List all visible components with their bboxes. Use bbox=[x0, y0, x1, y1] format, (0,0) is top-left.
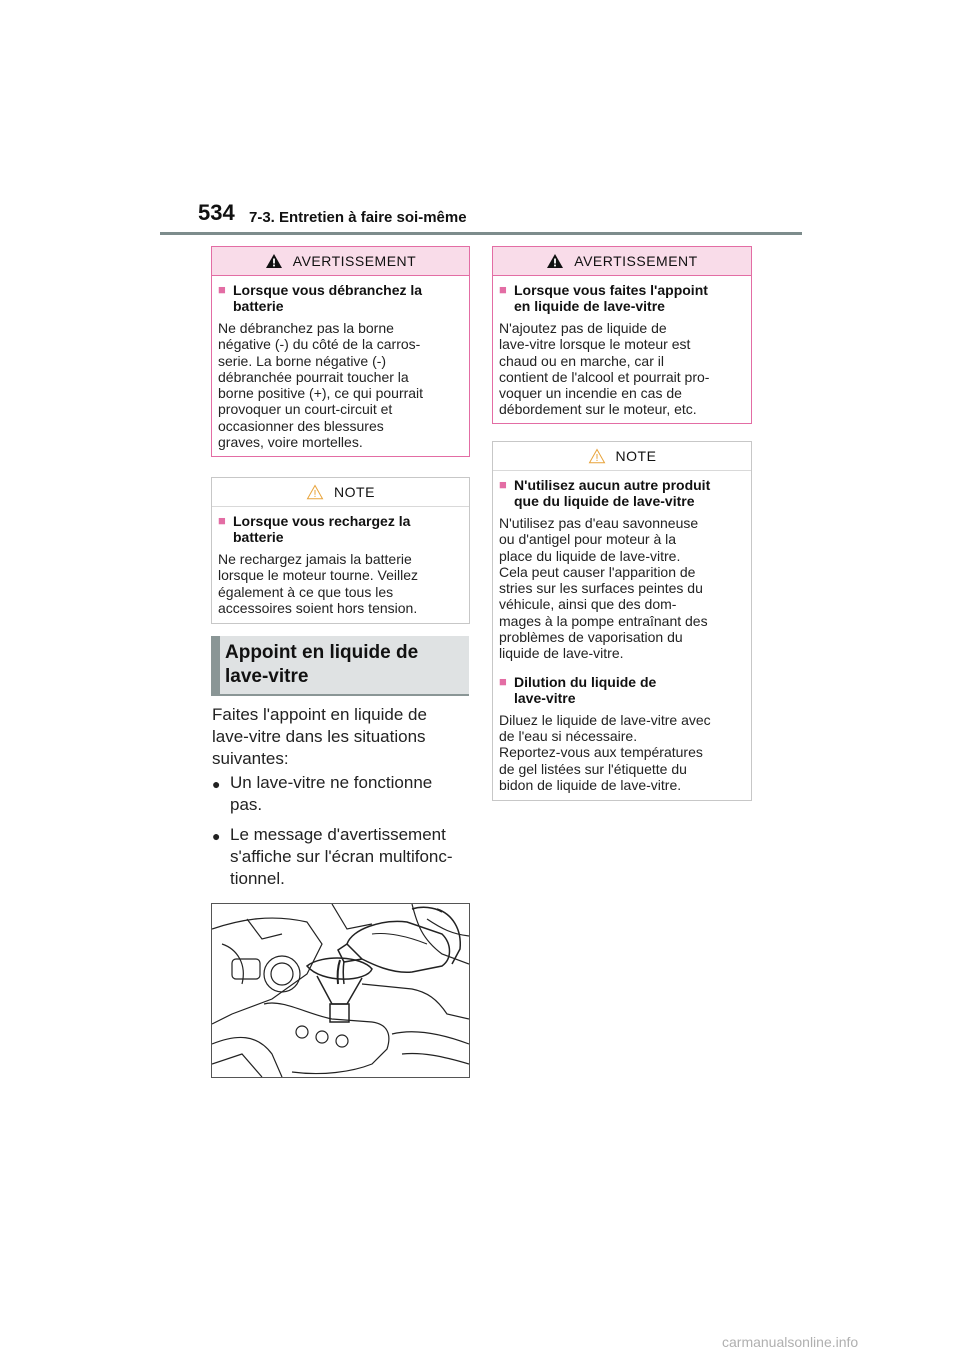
section-heading-title: Appoint en liquide de lave-vitre bbox=[225, 642, 419, 687]
header-rule bbox=[160, 232, 802, 235]
note-text: Diluez le liquide de lave-vitre avec de l'eau si nécessaire. Reportez-vous aux températures de gel listées sur l'étiquette du bidon de liquide de lave-vitre. bbox=[499, 711, 711, 793]
footer-watermark: carmanualsonline.info bbox=[722, 1334, 859, 1350]
square-bullet-icon: ■ bbox=[499, 477, 507, 492]
note-title: ■ N'utilisez aucun autre produit que du liquide de lave-vitre bbox=[499, 477, 711, 509]
warning-box-header bbox=[493, 247, 751, 276]
bullet-dot-icon: ● bbox=[212, 828, 221, 844]
warning-triangle-icon bbox=[265, 253, 283, 269]
caution-triangle-outline-icon bbox=[588, 448, 606, 464]
list-item: ● Le message d'avertissement s'affiche sur l'écran multifonc- tionnel. bbox=[212, 825, 453, 888]
square-bullet-icon: ■ bbox=[499, 282, 507, 297]
note-title: ■ Lorsque vous rechargez la batterie bbox=[218, 513, 411, 545]
situation-list bbox=[212, 772, 472, 898]
note-box-washer-fluid bbox=[492, 441, 752, 801]
engine-bay-drawing bbox=[212, 904, 469, 1077]
warning-title: ■ Lorsque vous faites l'appoint en liquide de lave-vitre bbox=[499, 282, 708, 314]
intro-paragraph: Faites l'appoint en liquide de lave-vitre dans les situations suivantes: bbox=[212, 705, 427, 768]
square-bullet-icon: ■ bbox=[218, 282, 226, 297]
caution-triangle-outline-icon bbox=[306, 484, 324, 500]
note-label: NOTE bbox=[615, 448, 657, 464]
warning-box-battery bbox=[211, 246, 470, 457]
warning-title: ■ Lorsque vous débranchez la batterie bbox=[218, 282, 423, 314]
warning-label: AVERTISSEMENT bbox=[574, 253, 698, 269]
note-box-header bbox=[212, 478, 469, 507]
note-title: ■ Dilution du liquide de lave-vitre bbox=[499, 673, 657, 706]
list-item: ● Un lave-vitre ne fonctionne pas. bbox=[212, 773, 433, 814]
note-box-header bbox=[493, 442, 751, 471]
washer-fluid-illustration bbox=[211, 903, 470, 1078]
section-heading bbox=[211, 636, 469, 696]
note-box-recharge bbox=[211, 477, 470, 624]
bullet-dot-icon: ● bbox=[212, 776, 221, 792]
warning-label: AVERTISSEMENT bbox=[292, 253, 417, 269]
note-label: NOTE bbox=[334, 484, 375, 500]
section-heading-bar bbox=[211, 636, 220, 694]
warning-triangle-icon bbox=[546, 253, 564, 269]
warning-box-washer-fluid bbox=[492, 246, 752, 424]
square-bullet-icon: ■ bbox=[499, 673, 507, 689]
page-number: 534 bbox=[198, 200, 235, 225]
section-label: 7-3. Entretien à faire soi-même bbox=[249, 209, 467, 226]
warning-text: Ne débranchez pas la borne négative (-) du côté de la carros- serie. La borne négative (-) débranchée pourrait toucher la borne positive (+), ce qui pourrait provoquer un court-circuit et occasionner des blessures graves, voire mortelles. bbox=[218, 320, 424, 451]
note-text: Ne rechargez jamais la batterie lorsque le moteur tourne. Veillez également à ce que tous les accessoires soient hors tension. bbox=[218, 551, 418, 616]
warning-text: N'ajoutez pas de liquide de lave-vitre lorsque le moteur est chaud ou en marche, car il contient de l'alcool et pourrait pro- voquer un incendie en cas de débordement sur le moteur, etc. bbox=[499, 320, 710, 418]
square-bullet-icon: ■ bbox=[218, 513, 226, 528]
note-text: N'utilisez pas d'eau savonneuse ou d'antigel pour moteur à la place du liquide de lave-vitre. Cela peut causer l'apparition de stries sur les surfaces peintes du véhicule, ainsi que des dom- mages à la pompe entraînant des problèmes de vaporisation du liquide de lave-vitre. bbox=[499, 515, 708, 662]
warning-box-header bbox=[212, 247, 469, 276]
